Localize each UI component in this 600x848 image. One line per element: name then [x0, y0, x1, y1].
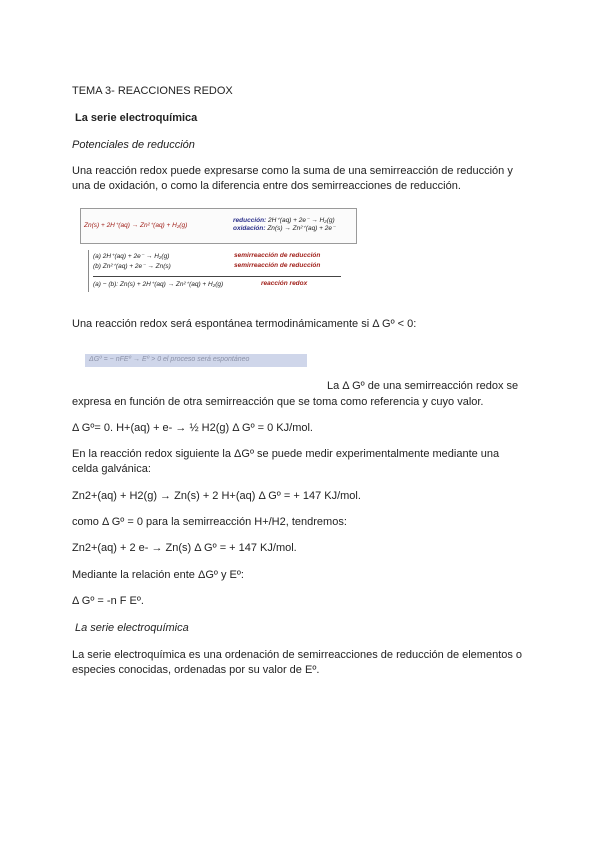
oxidation-line: oxidación: Zn(s) → Zn²⁺(aq) + 2e⁻	[233, 225, 336, 232]
document-title: TEMA 3- REACCIONES REDOX	[72, 85, 233, 97]
paragraph-since: como Δ Gº = 0 para la semirreacción H+/H2, tendremos:	[72, 516, 347, 528]
paragraph-zinc-reaction: Zn2+(aq) + H2(g) → Zn(s) + 2 H+(aq) Δ Gº = + 147 KJ/mol.	[72, 490, 361, 502]
paragraph-zinc-half: Zn2+(aq) + 2 e- → Zn(s) Δ Gº = + 147 KJ/mol.	[72, 542, 297, 554]
redox-label: reacción redox	[261, 280, 308, 287]
half-reaction-a-label: semirreacción de reducción	[234, 252, 321, 259]
paragraph-formula: Δ Gº = -n F Eº.	[72, 595, 144, 607]
paragraph-spontaneity: Una reacción redox será espontánea termodinámicamente si Δ Gº < 0:	[72, 318, 417, 330]
spontaneity-equation: ΔGº = − nFEº → Eº > 0 el proceso será espontáneo	[89, 356, 250, 363]
half-reaction-b-label: semirreacción de reducción	[234, 262, 321, 269]
paragraph-hydrogen-ref: Δ Gº= 0. H+(aq) + e- → ½ H2(g) Δ Gº = 0 KJ/mol.	[72, 422, 313, 434]
paragraph-reference-start: La Δ Gº de una semirreacción redox se	[327, 380, 519, 392]
paragraph-reference-cont: expresa en función de otra semirreacción que se toma como referencia y cuyo valor.	[72, 396, 484, 408]
equation-image-overall	[80, 208, 357, 244]
subheading-potenciales: Potenciales de reducción	[72, 139, 195, 151]
divider-line	[93, 276, 341, 277]
paragraph-relation: Mediante la relación ente ΔGº y Eº:	[72, 569, 244, 581]
half-reaction-a: (a) 2H⁺(aq) + 2e⁻ → H₂(g)	[93, 253, 170, 260]
section-heading: La serie electroquímica	[75, 112, 198, 124]
equation-image-spontaneity	[85, 354, 307, 367]
subheading-serie: La serie electroquímica	[75, 622, 189, 634]
overall-equation: Zn(s) + 2H⁺(aq) → Zn²⁺(aq) + H₂(g)	[84, 222, 188, 229]
half-reaction-b: (b) Zn²⁺(aq) + 2e⁻ → Zn(s)	[93, 263, 171, 270]
paragraph-galvanic: En la reacción redox siguiente la ΔGº se puede medir experimentalmente mediante una celda galvánica:	[72, 448, 500, 475]
paragraph-intro: Una reacción redox puede expresarse como la suma de una semirreacción de reducción y una de oxidación, o como la diferencia entre dos semirreacciones de reducción.	[72, 165, 513, 192]
equation-image-difference	[88, 250, 342, 292]
paragraph-serie: La serie electroquímica es una ordenación de semirreacciones de reducción de elementos o especies conocidas, ordenadas por su valor de Eº.	[72, 649, 523, 676]
reduction-line: reducción: 2H⁺(aq) + 2e⁻ → H₂(g)	[233, 217, 335, 224]
redox-difference: (a) − (b): Zn(s) + 2H⁺(aq) → Zn²⁺(aq) + H₂(g)	[93, 281, 224, 288]
